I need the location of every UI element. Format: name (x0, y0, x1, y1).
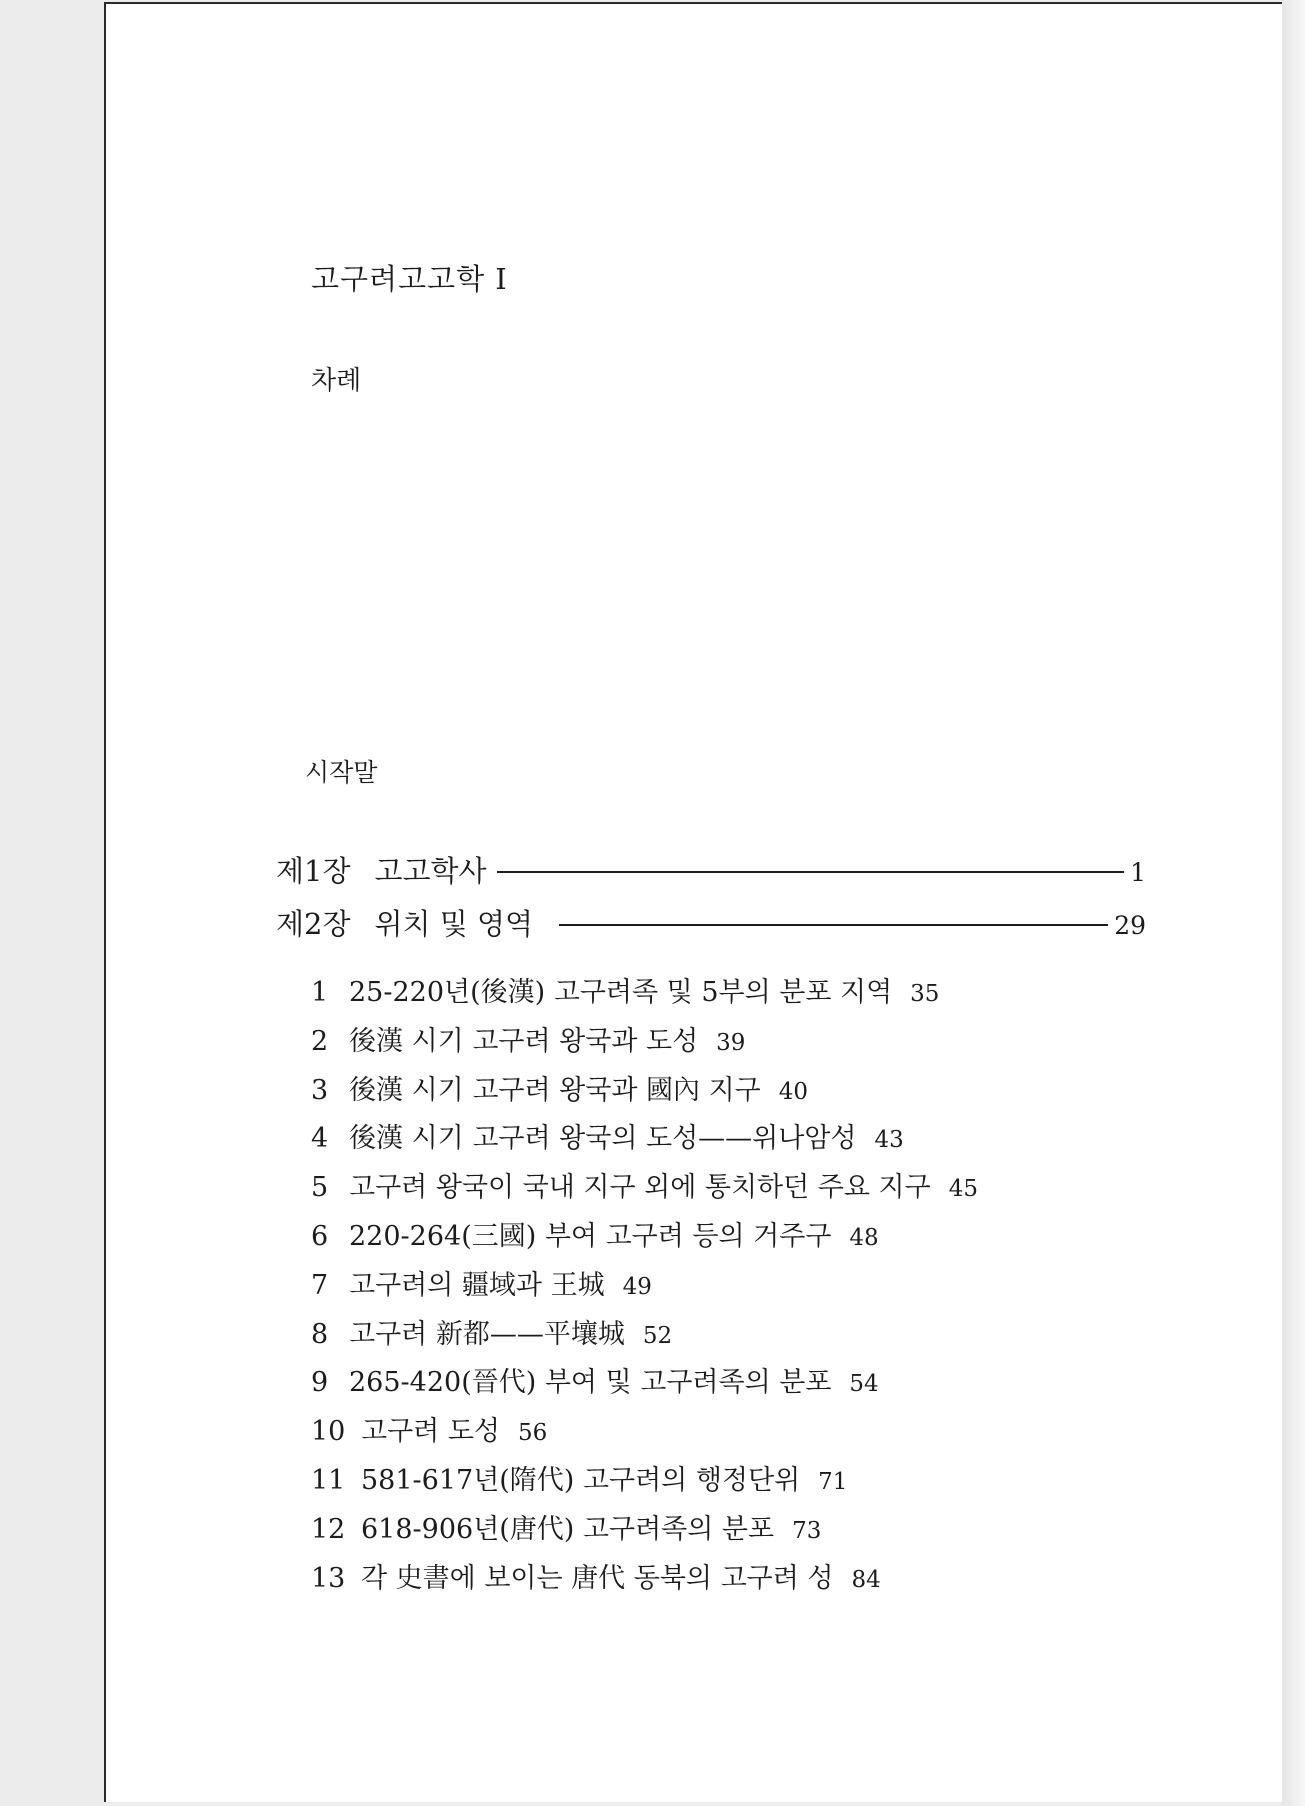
map-number: 7 (311, 1269, 329, 1301)
map-page: 40 (778, 1078, 809, 1105)
map-number: 10 (311, 1416, 346, 1448)
map-number: 1 (311, 977, 329, 1008)
map-number: 8 (311, 1318, 329, 1350)
map-page: 84 (851, 1566, 881, 1593)
preface-entry: 시작말 (305, 758, 378, 787)
map-number: 11 (311, 1464, 346, 1496)
map-list (311, 970, 1171, 1604)
map-title: 後漢 시기 고구려 왕국과 國內 지구 (349, 1074, 761, 1106)
map-title: 고구려 왕국이 국내 지구 외에 통치하던 주요 지구 (349, 1172, 931, 1204)
chapter-number: 제1장 (276, 854, 351, 888)
map-number: 12 (311, 1513, 346, 1545)
chapter-title: 위치 및 영역 (374, 907, 533, 941)
map-title: 각 史書에 보이는 唐代 동북의 고구려 성 (361, 1562, 834, 1594)
map-title: 後漢 시기 고구려 왕국의 도성——위나암성 (349, 1123, 857, 1155)
map-title: 고구려의 疆域과 王城 (349, 1269, 605, 1301)
map-page: 35 (910, 981, 940, 1007)
map-title: 後漢 시기 고구려 왕국과 도성 (349, 1025, 699, 1057)
document-page (104, 2, 1292, 1802)
map-list-item (311, 1409, 1171, 1458)
page-edge-shadow (1282, 0, 1305, 1806)
map-list-item (311, 1312, 1171, 1361)
map-page: 52 (642, 1322, 673, 1349)
map-number: 2 (311, 1025, 329, 1057)
map-title: 618-906년(唐代) 고구려족의 분포 (361, 1513, 775, 1545)
map-page: 43 (874, 1127, 904, 1154)
map-number: 6 (311, 1220, 329, 1252)
map-page: 73 (792, 1517, 822, 1544)
map-list-item (311, 1068, 1171, 1117)
map-page: 54 (849, 1371, 879, 1398)
chapter-page: 1 (1130, 858, 1146, 887)
map-list-item (311, 1507, 1171, 1556)
map-list-item (311, 1214, 1171, 1263)
map-list-item (311, 970, 1171, 1019)
map-title: 25-220년(後漢) 고구려족 및 5부의 분포 지역 (349, 977, 893, 1008)
map-title: 220-264(三國) 부여 고구려 등의 거주구 (349, 1220, 832, 1252)
map-title: 265-420(晉代) 부여 및 고구려족의 분포 (349, 1367, 832, 1399)
map-list-item (311, 1360, 1171, 1409)
chapter-title: 고고학사 (374, 854, 487, 888)
leader-line (497, 871, 1125, 873)
toc-chapter-1 (276, 849, 1146, 891)
map-number: 13 (311, 1562, 346, 1594)
map-page: 49 (622, 1273, 652, 1300)
map-page: 48 (849, 1224, 879, 1251)
map-list-item (311, 1116, 1171, 1165)
contents-heading: 차례 (311, 366, 362, 396)
map-page: 56 (518, 1420, 548, 1447)
chapter-number: 제2장 (276, 907, 351, 941)
map-number: 5 (311, 1172, 329, 1204)
map-title: 고구려 新都——平壤城 (349, 1318, 625, 1350)
map-number: 4 (311, 1123, 329, 1155)
map-number: 3 (311, 1074, 329, 1106)
map-title: 고구려 도성 (361, 1416, 500, 1448)
chapter-page: 29 (1114, 911, 1146, 940)
map-number: 9 (311, 1367, 329, 1399)
map-list-item (311, 1556, 1171, 1605)
map-title: 581-617년(隋代) 고구려의 행정단위 (361, 1464, 801, 1496)
map-list-item (311, 1165, 1171, 1214)
map-page: 71 (818, 1468, 848, 1495)
map-list-item (311, 1019, 1171, 1068)
toc-chapter-2 (276, 902, 1146, 944)
map-page: 45 (948, 1176, 978, 1203)
map-list-item (311, 1263, 1171, 1312)
book-title: 고구려고고학 Ⅰ (311, 262, 508, 296)
map-list-item (311, 1458, 1171, 1507)
leader-line (559, 924, 1108, 926)
map-page: 39 (716, 1029, 746, 1056)
